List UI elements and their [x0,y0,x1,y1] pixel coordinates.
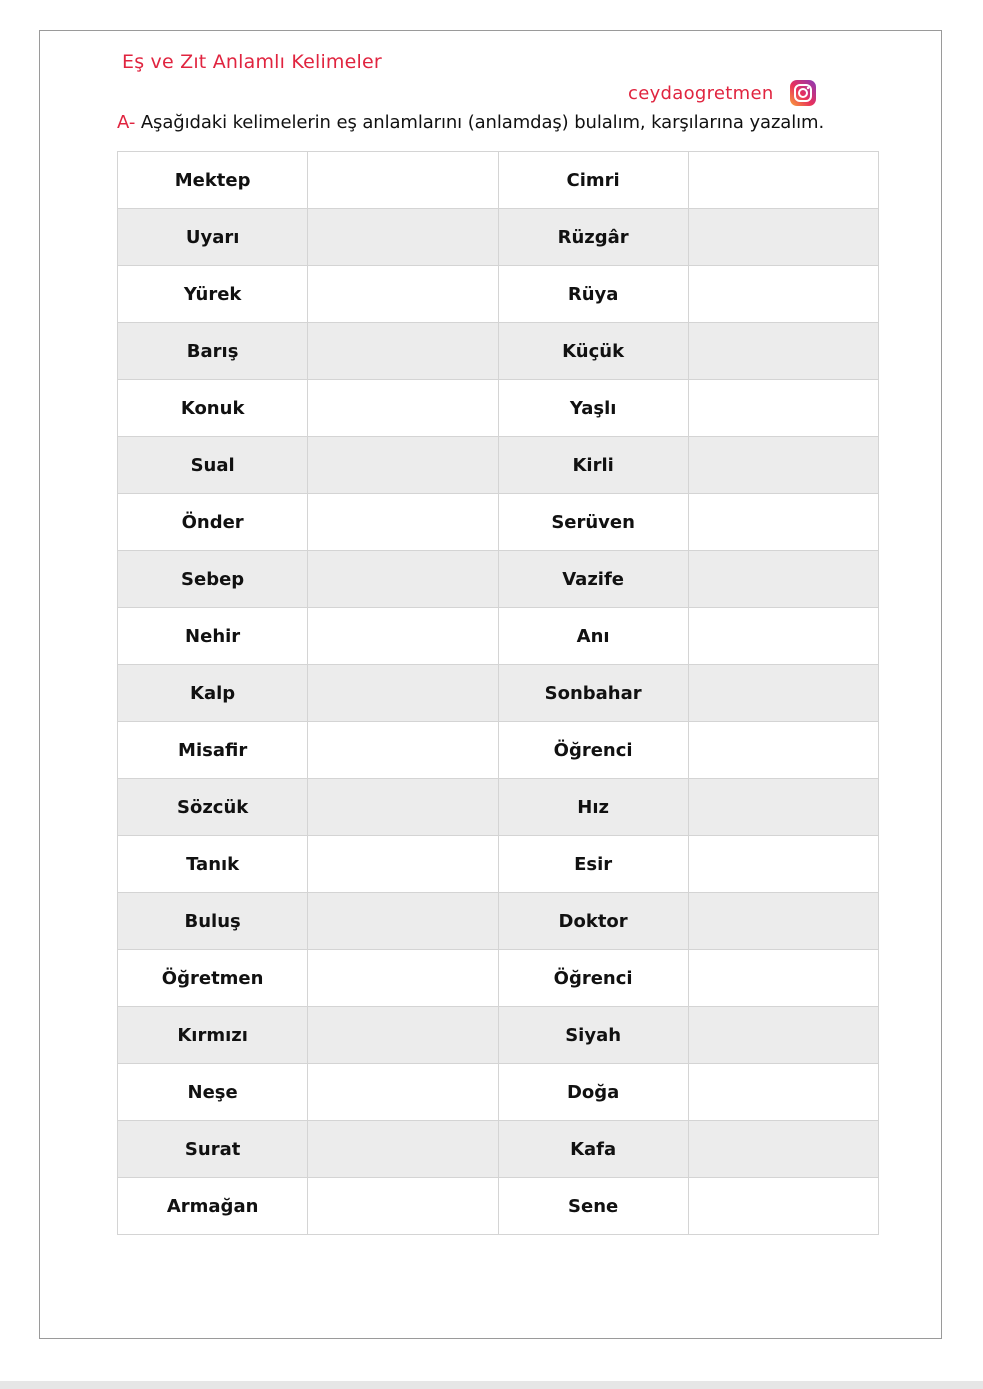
answer-cell-right[interactable] [688,551,878,608]
word-cell-left: Uyarı [118,209,308,266]
answer-cell-right[interactable] [688,1121,878,1178]
table-row [118,608,879,665]
table-row [118,665,879,722]
word-cell-left: Surat [118,1121,308,1178]
word-cell-left: Mektep [118,152,308,209]
answer-cell-left[interactable] [308,665,498,722]
word-cell-left: Misafir [118,722,308,779]
answer-cell-right[interactable] [688,152,878,209]
answer-cell-left[interactable] [308,380,498,437]
word-cell-left: Nehir [118,608,308,665]
answer-cell-left[interactable] [308,722,498,779]
worksheet-page [39,30,942,1339]
word-cell-right: Vazife [498,551,688,608]
answer-cell-right[interactable] [688,323,878,380]
answer-cell-right[interactable] [688,1064,878,1121]
word-cell-left: Önder [118,494,308,551]
answer-cell-right[interactable] [688,380,878,437]
answer-cell-left[interactable] [308,893,498,950]
table-row [118,380,879,437]
word-cell-left: Tanık [118,836,308,893]
answer-cell-right[interactable] [688,266,878,323]
answer-cell-right[interactable] [688,437,878,494]
word-cell-right: Anı [498,608,688,665]
word-cell-right: Siyah [498,1007,688,1064]
answer-cell-right[interactable] [688,893,878,950]
answer-cell-left[interactable] [308,266,498,323]
word-table-body [118,152,879,1235]
answer-cell-right[interactable] [688,1178,878,1235]
word-cell-right: Doğa [498,1064,688,1121]
word-cell-right: Sene [498,1178,688,1235]
word-cell-right: Yaşlı [498,380,688,437]
word-cell-left: Öğretmen [118,950,308,1007]
answer-cell-right[interactable] [688,950,878,1007]
table-row [118,152,879,209]
word-cell-left: Buluş [118,893,308,950]
answer-cell-left[interactable] [308,950,498,1007]
table-row [118,1007,879,1064]
table-row [118,893,879,950]
answer-cell-left[interactable] [308,1007,498,1064]
word-cell-right: Küçük [498,323,688,380]
instruction [117,112,824,133]
word-cell-right: Kafa [498,1121,688,1178]
word-cell-left: Yürek [118,266,308,323]
instruction-marker: A- [117,112,136,133]
word-cell-left: Konuk [118,380,308,437]
answer-cell-left[interactable] [308,209,498,266]
word-cell-right: Kirli [498,437,688,494]
word-cell-right: Öğrenci [498,722,688,779]
answer-cell-left[interactable] [308,836,498,893]
answer-cell-right[interactable] [688,209,878,266]
answer-cell-left[interactable] [308,494,498,551]
answer-cell-left[interactable] [308,437,498,494]
brand-signature [628,80,816,106]
answer-cell-left[interactable] [308,1178,498,1235]
word-cell-left: Kırmızı [118,1007,308,1064]
worksheet-title: Eş ve Zıt Anlamlı Kelimeler [122,51,382,73]
answer-cell-right[interactable] [688,722,878,779]
bottom-strip [0,1381,983,1389]
instagram-icon [790,80,816,106]
word-cell-right: Sonbahar [498,665,688,722]
table-row [118,209,879,266]
table-row [118,437,879,494]
word-table [117,151,879,1235]
answer-cell-left[interactable] [308,551,498,608]
table-row [118,1064,879,1121]
answer-cell-right[interactable] [688,608,878,665]
word-cell-right: Öğrenci [498,950,688,1007]
word-cell-left: Sebep [118,551,308,608]
instruction-text: Aşağıdaki kelimelerin eş anlamlarını (anlamdaş) bulalım, karşılarına yazalım. [135,112,825,133]
word-cell-left: Barış [118,323,308,380]
table-row [118,551,879,608]
answer-cell-right[interactable] [688,665,878,722]
word-cell-right: Esir [498,836,688,893]
table-row [118,722,879,779]
table-row [118,950,879,1007]
answer-cell-right[interactable] [688,836,878,893]
word-cell-right: Rüzgâr [498,209,688,266]
word-cell-left: Neşe [118,1064,308,1121]
word-cell-right: Rüya [498,266,688,323]
table-row [118,266,879,323]
word-cell-right: Serüven [498,494,688,551]
table-row [118,494,879,551]
table-row [118,323,879,380]
answer-cell-left[interactable] [308,779,498,836]
word-cell-left: Kalp [118,665,308,722]
answer-cell-left[interactable] [308,1064,498,1121]
word-cell-left: Sual [118,437,308,494]
answer-cell-left[interactable] [308,608,498,665]
word-cell-left: Armağan [118,1178,308,1235]
answer-cell-left[interactable] [308,323,498,380]
table-row [118,779,879,836]
answer-cell-right[interactable] [688,1007,878,1064]
answer-cell-right[interactable] [688,779,878,836]
word-cell-right: Cimri [498,152,688,209]
answer-cell-right[interactable] [688,494,878,551]
answer-cell-left[interactable] [308,152,498,209]
table-row [118,1121,879,1178]
word-cell-left: Sözcük [118,779,308,836]
table-row [118,1178,879,1235]
table-row [118,836,879,893]
word-cell-right: Hız [498,779,688,836]
word-cell-right: Doktor [498,893,688,950]
answer-cell-left[interactable] [308,1121,498,1178]
brand-name: ceydaogretmen [628,82,774,104]
